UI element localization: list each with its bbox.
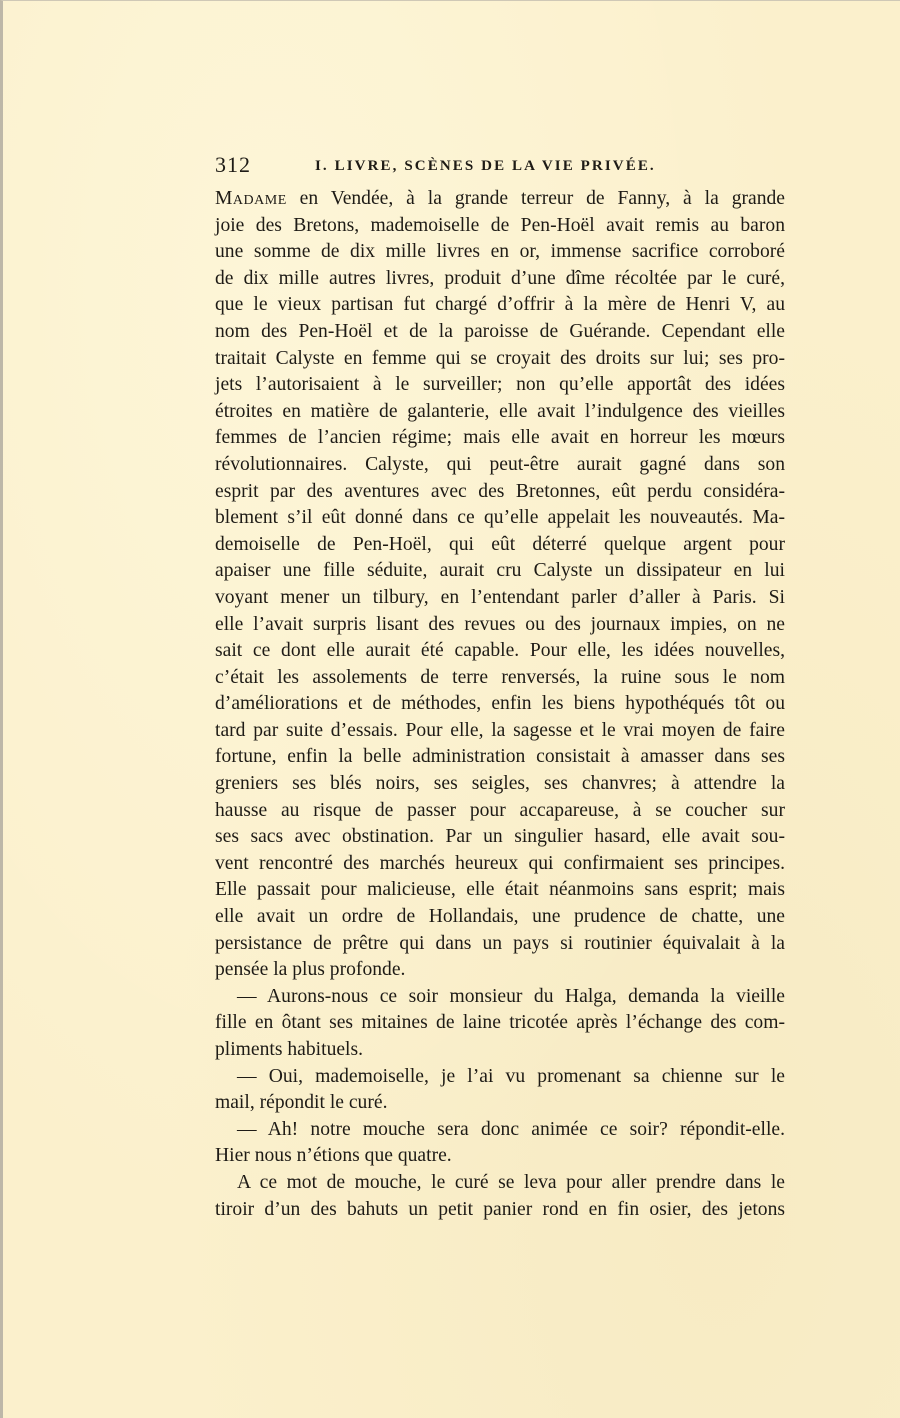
text-line — [215, 292, 785, 319]
text-line — [215, 319, 785, 346]
opening-word: Madame — [215, 188, 287, 209]
line-text: femmes de l’ancien régime; mais elle avait en horreur les mœurs — [215, 427, 785, 449]
line-text: blement s’il eût donné dans ce qu’elle appelait les nouveautés. Ma- — [215, 507, 785, 529]
line-text: esprit par des aventures avec des Bretonnes, eût perdu considéra- — [215, 480, 785, 502]
text-line — [215, 213, 785, 240]
text-line — [215, 425, 785, 452]
text-line — [215, 798, 785, 825]
line-text: apaiser une fille séduite, aurait cru Calyste un dissipateur en lui — [215, 560, 785, 582]
text-line — [215, 931, 785, 958]
line-text: fortune, enfin la belle administration consistait à amasser dans ses — [215, 746, 785, 768]
text-line — [215, 877, 785, 904]
line-text: tiroir d’un des bahuts un petit panier rond en fin osier, des jetons — [215, 1198, 785, 1220]
text-line — [215, 691, 785, 718]
line-text: de dix mille autres livres, produit d’une dîme récoltée par le curé, — [215, 267, 785, 289]
text-line — [215, 718, 785, 745]
line-text: sait ce dont elle aurait été capable. Pour elle, les idées nouvelles, — [215, 640, 785, 662]
line-text: pensée la plus profonde. — [215, 959, 406, 981]
text-line — [215, 1064, 785, 1091]
line-text: persistance de prêtre qui dans un pays si routinier équivalait à la — [215, 932, 785, 954]
text-line — [215, 1170, 785, 1197]
text-line — [215, 532, 785, 559]
line-text: Hier nous n’étions que quatre. — [215, 1145, 452, 1167]
line-text: une somme de dix mille livres en or, immense sacrifice corroboré — [215, 241, 785, 263]
text-line — [215, 904, 785, 931]
text-line — [215, 585, 785, 612]
body-text — [215, 186, 785, 1223]
text-line — [215, 612, 785, 639]
line-text: Elle passait pour malicieuse, elle était néanmoins sans esprit; mais — [215, 879, 785, 901]
line-text: vent rencontré des marchés heureux qui confirmaient ses principes. — [215, 852, 785, 874]
text-line — [215, 479, 785, 506]
line-text: greniers ses blés noirs, ses seigles, ses chanvres; à attendre la — [215, 773, 785, 795]
line-text: demoiselle de Pen-Hoël, qui eût déterré quelque argent pour — [215, 533, 785, 555]
text-line — [215, 638, 785, 665]
line-text: — Aurons-nous ce soir monsieur du Halga, demanda la vieille — [237, 985, 785, 1007]
line-text: traitait Calyste en femme qui se croyait des droits sur lui; ses pro- — [215, 347, 785, 369]
text-line — [215, 744, 785, 771]
text-line — [215, 824, 785, 851]
running-head — [215, 151, 787, 179]
text-line — [215, 1037, 785, 1064]
line-text: en Vendée, à la grande terreur de Fanny, à la grande — [286, 188, 785, 209]
text-line — [215, 1197, 785, 1224]
text-line — [215, 1117, 785, 1144]
text-line — [215, 1010, 785, 1037]
text-line — [215, 771, 785, 798]
text-line — [215, 452, 785, 479]
text-line — [215, 266, 785, 293]
line-text: d’améliorations et de méthodes, enfin les biens hypothéqués tôt ou — [215, 693, 785, 715]
text-line — [215, 1143, 785, 1170]
line-text: ses sacs avec obstination. Par un singulier hasard, elle avait sou- — [215, 826, 785, 848]
running-head-title: I. LIVRE, SCÈNES DE LA VIE PRIVÉE. — [315, 158, 656, 174]
text-line — [215, 1090, 785, 1117]
line-text: joie des Bretons, mademoiselle de Pen-Hoël avait remis au baron — [215, 214, 785, 236]
text-line — [215, 186, 785, 213]
text-line — [215, 372, 785, 399]
line-text: pliments habituels. — [215, 1039, 364, 1060]
line-text: révolutionnaires. Calyste, qui peut-être aurait gagné dans son — [215, 453, 785, 475]
line-text: étroites en matière de galanterie, elle avait l’indulgence des vieilles — [215, 400, 785, 422]
line-text: jets l’autorisaient à le surveiller; non qu’elle apportât des idées — [215, 374, 785, 396]
line-text: nom des Pen-Hoël et de la paroisse de Guérande. Cependant elle — [215, 320, 785, 342]
line-text: A ce mot de mouche, le curé se leva pour aller prendre dans le — [237, 1171, 785, 1193]
text-line — [215, 665, 785, 692]
text-line — [215, 399, 785, 426]
line-text: elle l’avait surpris lisant des revues ou des journaux impies, on ne — [215, 613, 785, 635]
text-line — [215, 346, 785, 373]
text-line — [215, 239, 785, 266]
line-text: hausse au risque de passer pour accapareuse, à se coucher sur — [215, 799, 785, 821]
page-number: 312 — [215, 152, 251, 177]
line-text: — Ah! notre mouche sera donc animée ce soir? répondit-elle. — [237, 1118, 785, 1140]
text-line — [215, 851, 785, 878]
line-text: c’était les assolements de terre renversés, la ruine sous le nom — [215, 666, 785, 688]
line-text: que le vieux partisan fut chargé d’offrir à la mère de Henri V, au — [215, 294, 785, 316]
line-text: elle avait un ordre de Hollandais, une prudence de chatte, une — [215, 906, 785, 928]
text-line — [215, 558, 785, 585]
line-text: mail, répondit le curé. — [215, 1092, 388, 1114]
text-line — [215, 505, 785, 532]
text-line — [215, 984, 785, 1011]
text-line — [215, 957, 785, 984]
line-text: — Oui, mademoiselle, je l’ai vu promenant sa chienne sur le — [237, 1065, 785, 1087]
line-text: tard par suite d’essais. Pour elle, la sagesse et le vrai moyen de faire — [215, 719, 785, 741]
line-text: voyant mener un tilbury, en l’entendant parler d’aller à Paris. Si — [215, 586, 785, 608]
line-text: fille en ôtant ses mitaines de laine tricotée après l’échange des com- — [215, 1012, 785, 1034]
